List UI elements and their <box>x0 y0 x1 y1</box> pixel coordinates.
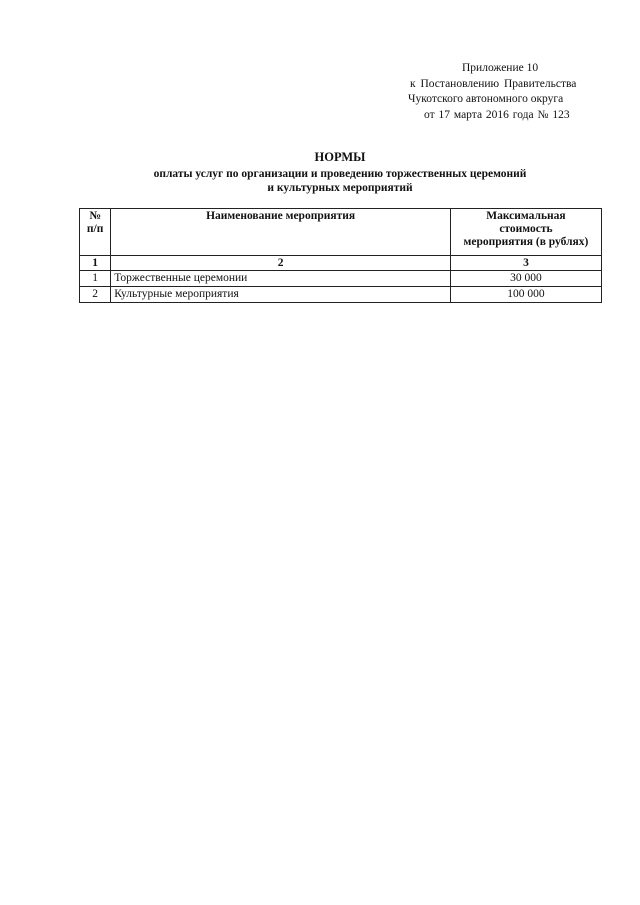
appendix-block <box>400 61 620 123</box>
header-num <box>80 209 111 256</box>
row-num: 2 <box>80 287 111 303</box>
header-num-line-1: № <box>89 210 101 222</box>
row-name: Культурные мероприятия <box>111 287 451 303</box>
header-num-line-2: п/п <box>86 223 104 235</box>
header-cost-line-2: стоимость <box>499 223 553 235</box>
appendix-region: Чукотского автономного округа <box>408 93 564 105</box>
table-row <box>80 271 602 287</box>
index-cell-3: 3 <box>450 256 601 271</box>
header-name: Наименование мероприятия <box>111 209 451 256</box>
table-index-row <box>80 256 602 271</box>
document-title <box>70 150 610 195</box>
table-row <box>80 287 602 303</box>
title-line-1: оплаты услуг по организации и проведению торжественных церемоний <box>153 168 527 180</box>
table-header-row <box>80 209 602 256</box>
appendix-date: от 17 марта 2016 года № 123 <box>424 108 570 121</box>
row-cost: 100 000 <box>450 287 601 303</box>
index-cell-2: 2 <box>111 256 451 271</box>
title-line-2: и культурных мероприятий <box>267 182 413 194</box>
header-cost-line-3: мероприятия (в рублях) <box>463 236 589 248</box>
row-name: Торжественные церемонии <box>111 271 451 287</box>
header-cost <box>450 209 601 256</box>
title-heading: НОРМЫ <box>314 150 366 164</box>
row-cost: 30 000 <box>450 271 601 287</box>
appendix-number: Приложение 10 <box>462 62 539 74</box>
index-cell-1: 1 <box>80 256 111 271</box>
appendix-resolution: к Постановлению Правительства <box>410 77 577 90</box>
row-num: 1 <box>80 271 111 287</box>
header-cost-line-1: Максимальная <box>486 210 566 222</box>
norms-table <box>79 208 602 303</box>
